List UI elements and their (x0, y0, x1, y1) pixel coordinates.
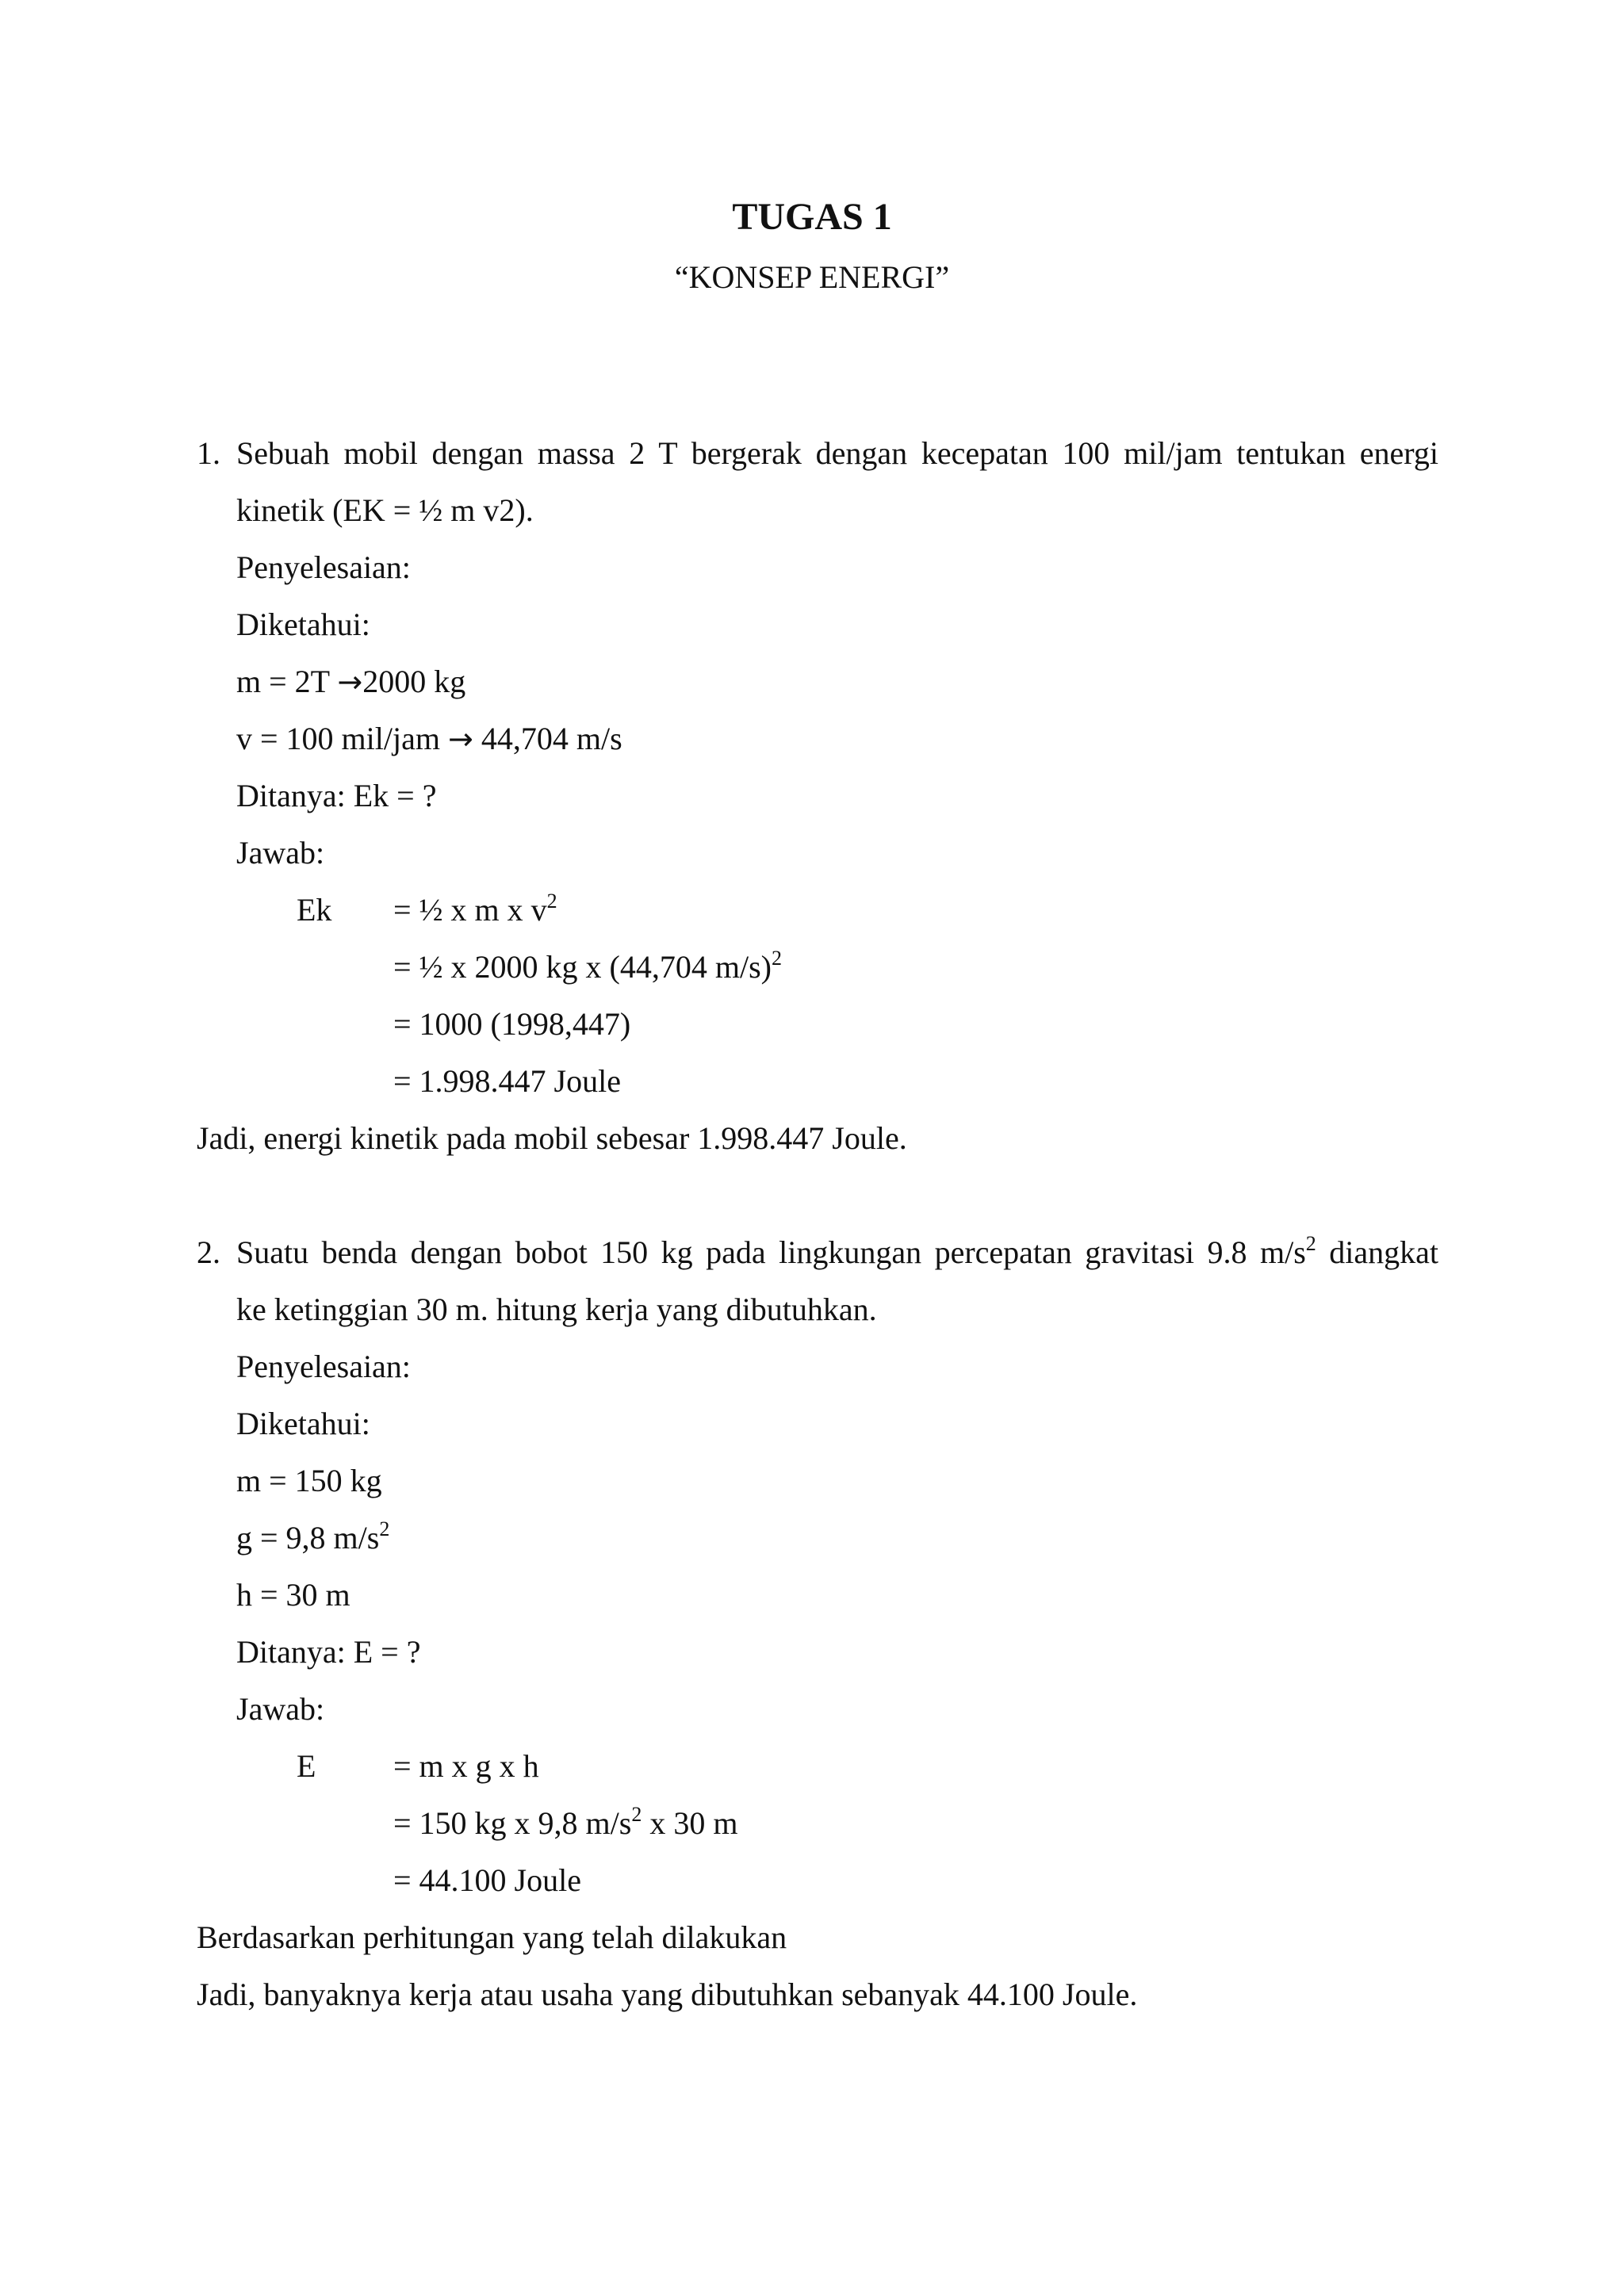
q1-question-line2: kinetik (EK = ½ m v2). (236, 492, 534, 528)
q2-question-line2: ke ketinggian 30 m. hitung kerja yang dibutuhkan. (236, 1292, 877, 1327)
q2-given-gravity: g = 9,8 $m/s^2$ (236, 1517, 390, 1556)
q2-diketahui: Diketahui: (236, 1406, 370, 1441)
q1-penyelesaian: Penyelesaian: (236, 549, 411, 585)
q1-conclusion: Jadi, energi kinetik pada mobil sebesar 1.998.447 Joule. (197, 1120, 907, 1156)
q2-number: 2. (197, 1234, 220, 1270)
q2-conclusion-2: Jadi, banyaknya kerja atau usaha yang dibutuhkan sebanyak 44.100 Joule. (197, 1976, 1138, 2012)
q2-eq-step2: = 150 kg x 9,8 $m/s^2$ x 30 m (393, 1803, 738, 1841)
page-subtitle: “KONSEP ENERGI” (674, 259, 950, 295)
q2-question-line1: Suatu benda dengan bobot 150 kg pada lingkungan percepatan gravitasi 9.8 $m/s^2$ diangkat (236, 1232, 1438, 1270)
q2-ditanya: Ditanya: E = ? (236, 1634, 421, 1670)
q2-conclusion-1: Berdasarkan perhitungan yang telah dilakukan (197, 1919, 787, 1955)
q1-given-velocity: v = 100 mil/jam → 44,704 m/s (236, 721, 622, 756)
q1-eq-step4: = 1.998.447 Joule (393, 1063, 621, 1099)
q2-eq-step1: = m x g x h (393, 1748, 539, 1784)
q1-question-line1: Sebuah mobil dengan massa 2 T bergerak dengan kecepatan 100 mil/jam tentukan energi (236, 435, 1438, 471)
q2-eq-step3: = 44.100 Joule (393, 1862, 581, 1898)
q1-eq-step2: = ½ x 2000 kg x (44,704 m/s)$^2$ (393, 947, 782, 985)
arrow-right-icon: → (337, 664, 363, 699)
q2-given-mass: m = 150 kg (236, 1463, 382, 1498)
arrow-right-icon: → (448, 721, 473, 756)
q2-eq-label: E (297, 1748, 316, 1784)
q2-penyelesaian: Penyelesaian: (236, 1349, 411, 1384)
q1-eq-step3: = 1000 (1998,447) (393, 1006, 631, 1042)
q2-given-height: h = 30 m (236, 1577, 350, 1613)
q1-diketahui: Diketahui: (236, 607, 370, 642)
q2-jawab: Jawab: (236, 1691, 325, 1727)
q1-eq-label: Ek (297, 892, 332, 928)
q1-number: 1. (197, 435, 220, 471)
q1-given-mass: m = 2T →2000 kg (236, 664, 466, 699)
page-title: TUGAS 1 (732, 196, 892, 238)
q1-jawab: Jawab: (236, 835, 325, 871)
q1-ditanya: Ditanya: Ek = ? (236, 778, 437, 813)
q1-eq-step1: = ½ x m x $v^2$ (393, 890, 557, 928)
